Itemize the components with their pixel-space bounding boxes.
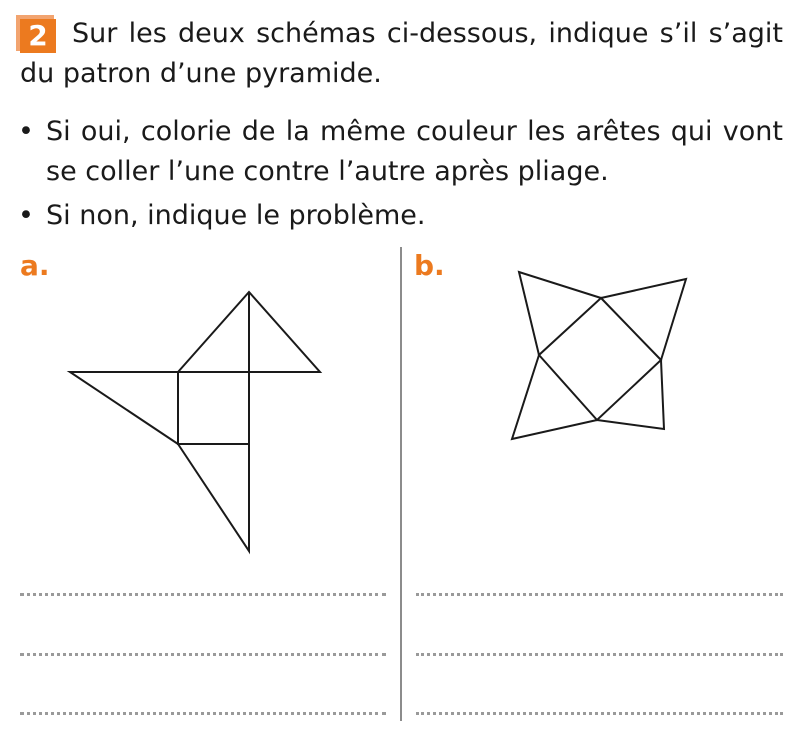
net-a-triangle-bottom	[178, 444, 249, 551]
answer-line-a-2[interactable]	[20, 653, 386, 656]
answer-line-a-3[interactable]	[20, 712, 386, 715]
answer-line-b-2[interactable]	[416, 653, 783, 656]
net-b-triangle-bottom-right	[597, 360, 664, 429]
figure-b-label: b.	[414, 249, 445, 282]
net-a-square-base	[178, 372, 249, 444]
bullet-item-color-edges: Si oui, colorie de la même couleur les arêtes qui vont se coller l’une contre l’autre après pliage.	[46, 116, 783, 187]
bullet-marker: •	[18, 116, 34, 147]
figure-b-net	[512, 272, 686, 439]
bullet-marker: •	[18, 200, 34, 231]
answer-line-b-1[interactable]	[416, 593, 783, 596]
net-b-triangle-top-right	[601, 279, 686, 360]
net-b-square-base	[539, 298, 661, 420]
net-a-triangle-left	[70, 372, 178, 444]
answer-line-a-1[interactable]	[20, 593, 386, 596]
net-b-triangle-bottom-left	[512, 355, 597, 439]
net-b-triangle-top-left	[519, 272, 601, 355]
exercise-instruction: Sur les deux schémas ci-dessous, indique s’il s’agit du patron d’une pyramide.	[20, 18, 783, 89]
bullet-item-problem: Si non, indique le problème.	[46, 200, 426, 231]
figure-a-net	[70, 292, 320, 551]
exercise-number: 2	[20, 19, 56, 53]
answer-line-b-3[interactable]	[416, 712, 783, 715]
figure-a-label: a.	[20, 249, 50, 282]
